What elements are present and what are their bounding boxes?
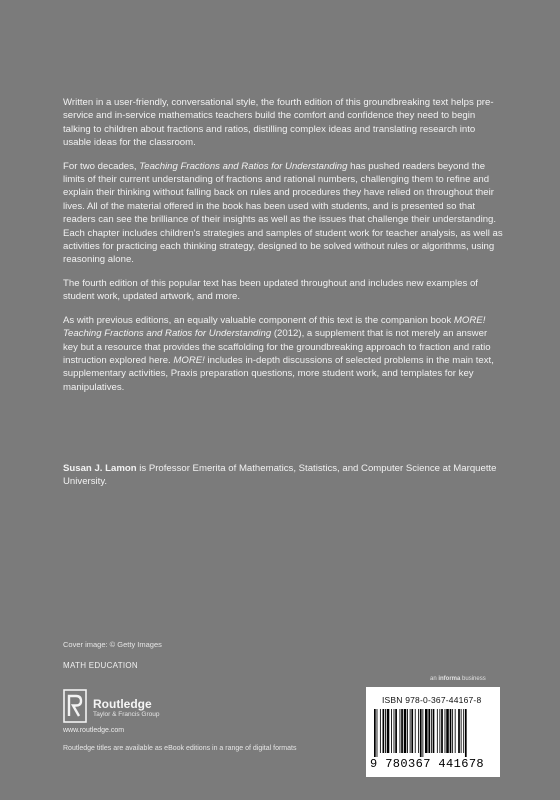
- cover-image-credit: Cover image: © Getty Images: [63, 640, 162, 649]
- barcode-bar: [380, 709, 381, 753]
- routledge-logo-icon: [63, 689, 87, 728]
- barcode-bar: [463, 709, 464, 753]
- barcode-bar: [450, 709, 452, 753]
- barcode-bar: [391, 709, 392, 753]
- barcode-bar: [418, 709, 419, 753]
- barcode-bar: [452, 709, 453, 753]
- barcode-bar: [439, 709, 440, 753]
- barcode-bar: [422, 709, 423, 757]
- barcode-bar: [387, 709, 390, 753]
- barcode-bar: [446, 709, 449, 753]
- book-title: Teaching Fractions and Ratios for Understanding: [139, 160, 348, 172]
- blurb-paragraph-1: Written in a user-friendly, conversational style, the fourth edition of this groundbreaking text helps pre-service and in-service mathematics teachers build the comfort and confidence they need to begin talking to children about fractions and ratios, distilling complex ideas and translating research into usable ideas for the classroom.: [63, 97, 494, 149]
- blurb-paragraph-4: As with previous editions, an equally valuable component of this text is the companion book MORE! Teaching Fractions and Ratios for Understanding (2012), a supplement that is not merely an answer key but a resource that provides the scaffolding for the groundbreaking approach to fraction and ratio instruction explored here. MORE! includes in-depth discussions of selected problems in the main text, supplementary activities, Praxis preparation questions, more student work, and templates for key manipulatives.: [63, 314, 494, 393]
- barcode-bar: [404, 709, 407, 753]
- subject-category: MATH EDUCATION: [63, 661, 139, 670]
- barcode-bar: [383, 709, 385, 753]
- barcode-bar: [400, 709, 401, 753]
- barcode-box: [366, 687, 500, 777]
- author-name: Susan J. Lamon: [63, 463, 137, 474]
- barcode-bars: [372, 709, 494, 757]
- informa-business-tag: an informa business: [430, 676, 486, 682]
- barcode-bar: [461, 709, 462, 753]
- barcode-bar: [428, 709, 430, 753]
- barcode-bar: [394, 709, 395, 753]
- barcode-bar: [437, 709, 438, 753]
- barcode-bar: [433, 709, 435, 753]
- blurb-paragraph-2: For two decades, Teaching Fractions and Ratios for Understanding has pushed readers beyond the limits of their current understanding of fractions and rational numbers, challenging them to refine and explain their thinking without falling back on rules and procedures they have relied on throughout their lives. All of the material offered in the book has been used with students, and is presented so that readers can see the brilliance of their insights as well as the issues that challenge their understanding. Each chapter includes children's strategies and samples of student work for teacher analysis, as well as activities for practicing each thinking strategy, designed to be solved without rules or algorithms, using reasoning alone.: [63, 160, 503, 266]
- barcode-bar: [425, 709, 428, 753]
- barcode-bar: [415, 709, 416, 753]
- barcode-bar: [410, 709, 411, 753]
- publisher-website[interactable]: www.routledge.com: [63, 727, 125, 734]
- barcode-bar: [374, 709, 376, 757]
- barcode-bar: [395, 709, 397, 753]
- barcode-bar: [441, 709, 443, 753]
- barcode-bar: [445, 709, 446, 753]
- barcode-bar: [455, 709, 456, 753]
- back-cover-blurb: [63, 96, 503, 404]
- barcode-digits: 9 780367 441678: [370, 757, 485, 771]
- barcode-bar: [385, 709, 386, 753]
- publisher-text: [93, 698, 159, 719]
- companion-book-short-title: MORE!: [173, 354, 205, 366]
- companion-book-title: MORE! Teaching Fractions and Ratios for Understanding: [63, 314, 486, 340]
- barcode-bar: [420, 709, 422, 757]
- ebook-note: Routledge titles are available as eBook editions in a range of digital formats: [63, 745, 297, 752]
- isbn-label: ISBN 978-0-367-44167-8: [382, 695, 482, 705]
- blurb-paragraph-3: The fourth edition of this popular text has been updated throughout and includes new examples of student work, updated artwork, and more.: [63, 277, 478, 303]
- barcode-bar: [407, 709, 408, 753]
- publisher-block: [63, 690, 159, 726]
- barcode-bar: [401, 709, 403, 753]
- publisher-group: Taylor & Francis Group: [93, 710, 160, 718]
- author-bio: Susan J. Lamon is Professor Emerita of Mathematics, Statistics, and Computer Science at Marquette University.: [63, 463, 497, 488]
- barcode-bar: [465, 709, 467, 757]
- publisher-name: Routledge: [93, 696, 152, 711]
- barcode-bar: [411, 709, 413, 753]
- barcode-bar: [431, 709, 432, 753]
- barcode-bar: [377, 709, 378, 757]
- barcode-bar: [458, 709, 460, 753]
